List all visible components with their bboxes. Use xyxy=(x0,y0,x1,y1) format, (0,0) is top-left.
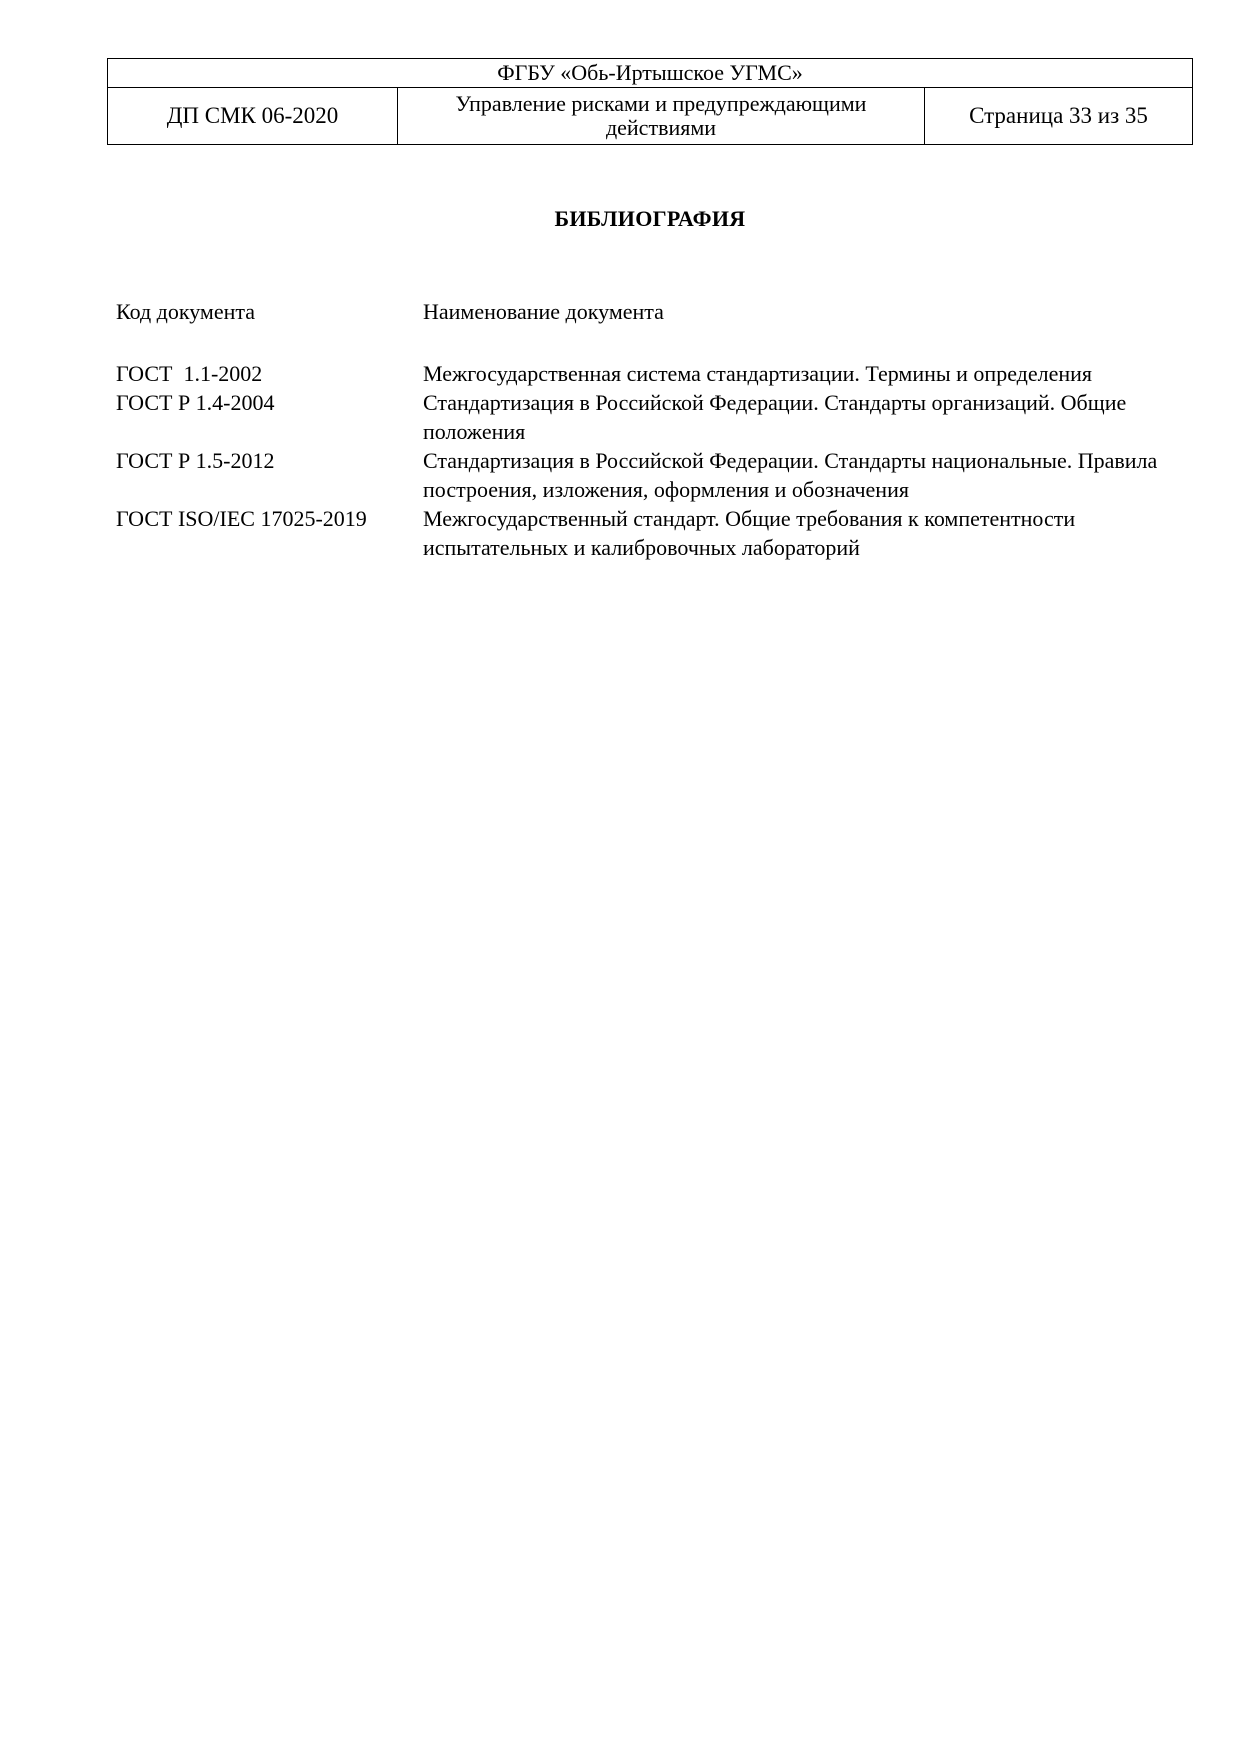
entry-name: Межгосударственный стандарт. Общие требования к компетентности испытательных и калибровочных лабораторий xyxy=(423,506,1076,560)
bibliography-entry xyxy=(116,504,1196,562)
entry-code: ГОСТ ISO/IEC 17025-2019 xyxy=(116,506,367,531)
column-header-name: Наименование документа xyxy=(423,299,664,324)
organization-name: ФГБУ «Обь-Иртышское УГМС» xyxy=(108,59,1193,88)
entry-name: Стандартизация в Российской Федерации. Стандарты национальные. Правила построения, изложения, оформления и обозначения xyxy=(423,448,1158,502)
document-header-table xyxy=(107,58,1193,145)
entry-code: ГОСТ Р 1.5-2012 xyxy=(116,448,275,473)
bibliography-entry xyxy=(116,359,1196,388)
entry-code: ГОСТ Р 1.4-2004 xyxy=(116,390,275,415)
entry-name: Стандартизация в Российской Федерации. Стандарты организаций. Общие положения xyxy=(423,390,1127,444)
column-header-code: Код документа xyxy=(116,299,256,324)
entry-name: Межгосударственная система стандартизации. Термины и определения xyxy=(423,361,1093,386)
document-code: ДП СМК 06-2020 xyxy=(108,88,398,145)
entry-code: ГОСТ 1.1-2002 xyxy=(116,361,263,386)
bibliography-header-row xyxy=(116,297,1196,326)
bibliography-entry xyxy=(116,446,1196,504)
section-heading: БИБЛИОГРАФИЯ xyxy=(554,206,746,231)
bibliography-list xyxy=(116,297,1196,562)
bibliography-entry xyxy=(116,388,1196,446)
document-title: Управление рисками и предупреждающими действиями xyxy=(398,88,925,145)
page-number: Страница 33 из 35 xyxy=(925,88,1193,145)
